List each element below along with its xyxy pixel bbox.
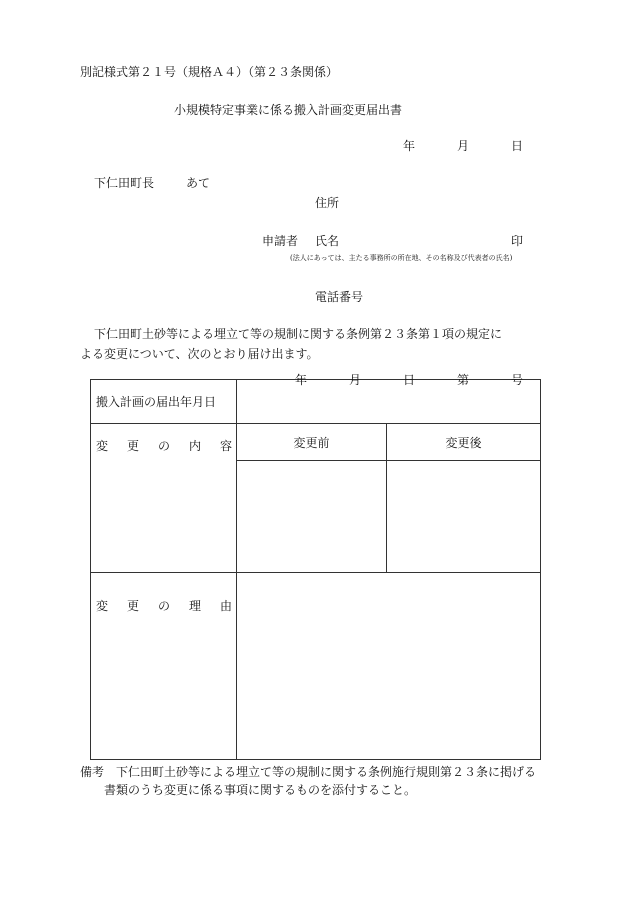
- seal-mark: 印: [511, 234, 524, 248]
- label-char: 内: [188, 439, 201, 453]
- date-month: 月: [457, 139, 470, 153]
- change-content-label-cell: [91, 424, 237, 573]
- label-char: の: [157, 599, 170, 613]
- notes-prefix: 備考: [80, 765, 105, 779]
- filing-date-label-cell: [91, 380, 237, 424]
- notes-line2: 書類のうち変更に係る事項に関するものを添付すること。: [104, 783, 417, 797]
- before-header: 変更前: [293, 435, 330, 450]
- change-content-label: [91, 424, 236, 454]
- table-row: [91, 380, 541, 424]
- name-label: 氏名: [315, 234, 340, 248]
- date-year: 年: [403, 139, 416, 153]
- before-header-cell: [237, 424, 387, 461]
- label-char: 由: [219, 599, 232, 613]
- label-char: 容: [219, 439, 232, 453]
- form-number: 別記様式第２１号（規格Ａ４）（第２３条関係）: [80, 65, 339, 79]
- date-day: 日: [511, 139, 524, 153]
- label-char: 更: [126, 439, 139, 453]
- filing-month: 月: [349, 373, 362, 387]
- before-content-cell[interactable]: [237, 461, 387, 573]
- change-reason-label: [91, 573, 236, 614]
- filing-date-label: 搬入計画の届出年月日: [96, 395, 217, 409]
- after-header: 変更後: [445, 435, 482, 450]
- label-char: の: [157, 439, 170, 453]
- table-row: [91, 424, 541, 461]
- notes-line1: 下仁田町土砂等による埋立て等の規制に関する条例施行規則第２３条に掲げる: [116, 765, 537, 779]
- table-row: [91, 573, 541, 760]
- phone-label: 電話番号: [315, 290, 364, 304]
- after-header-cell: [387, 424, 541, 461]
- change-reason-content-cell[interactable]: [237, 573, 541, 760]
- filing-date-value-cell[interactable]: [237, 373, 541, 424]
- after-content-cell[interactable]: [387, 461, 541, 573]
- corporate-note: (法人にあっては、主たる事務所の所在地、その名称及び代表者の氏名): [290, 254, 513, 262]
- addressee-name: 下仁田町長: [94, 176, 155, 190]
- label-char: 理: [188, 599, 201, 613]
- filing-year: 年: [295, 373, 308, 387]
- label-char: 変: [96, 599, 109, 613]
- body-text-line2: よる変更について、次のとおり届け出ます。: [80, 347, 319, 361]
- filing-number-prefix: 第: [457, 373, 470, 387]
- applicant-label: 申請者: [262, 234, 299, 248]
- label-char: 更: [126, 599, 139, 613]
- filing-day: 日: [403, 373, 416, 387]
- body-text-line1: 下仁田町土砂等による埋立て等の規制に関する条例第２３条第１項の規定に: [94, 327, 503, 341]
- change-reason-label-cell: [91, 573, 237, 760]
- addressee-suffix: あて: [186, 176, 211, 190]
- address-label: 住所: [315, 196, 340, 210]
- document-title: 小規模特定事業に係る搬入計画変更届出書: [174, 103, 403, 117]
- label-char: 変: [96, 439, 109, 453]
- filing-number-suffix: 号: [511, 373, 524, 387]
- change-form-table: [90, 373, 541, 760]
